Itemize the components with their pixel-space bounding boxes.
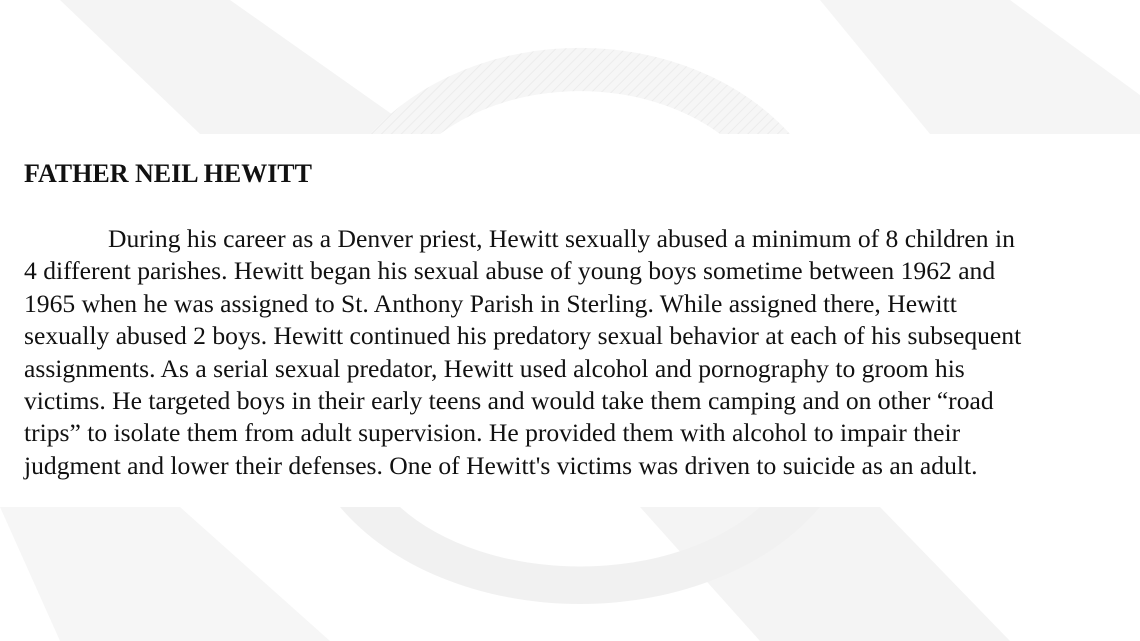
watermark-arc-top xyxy=(370,48,790,134)
paragraph-line: victims. He targeted boys in their early teens and would take them camping and on other “road xyxy=(24,386,994,416)
paragraph-line: 1965 when he was assigned to St. Anthony Parish in Sterling. While assigned there, Hewitt xyxy=(24,288,957,318)
paragraph-line: During his career as a Denver priest, Hewitt sexually abused a minimum of 8 children in xyxy=(108,224,1015,253)
paragraph-line: judgment and lower their defenses. One of Hewitt's victims was driven to suicide as an adult. xyxy=(24,450,978,480)
document-paragraph xyxy=(24,223,1124,482)
paragraph-line: 4 different parishes. Hewitt began his sexual abuse of young boys sometime between 1962 and xyxy=(24,256,996,286)
watermark-band-left xyxy=(60,0,420,134)
watermark-band-bottom-left xyxy=(0,507,330,641)
paragraph-line: sexually abused 2 boys. Hewitt continued his predatory sexual behavior at each of his subsequent xyxy=(24,321,1022,351)
paragraph-line: trips” to isolate them from adult supervision. He provided them with alcohol to impair their xyxy=(24,418,961,448)
paragraph-line: assignments. As a serial sexual predator, Hewitt used alcohol and pornography to groom his xyxy=(24,353,965,383)
document-heading: FATHER NEIL HEWITT xyxy=(24,159,312,188)
